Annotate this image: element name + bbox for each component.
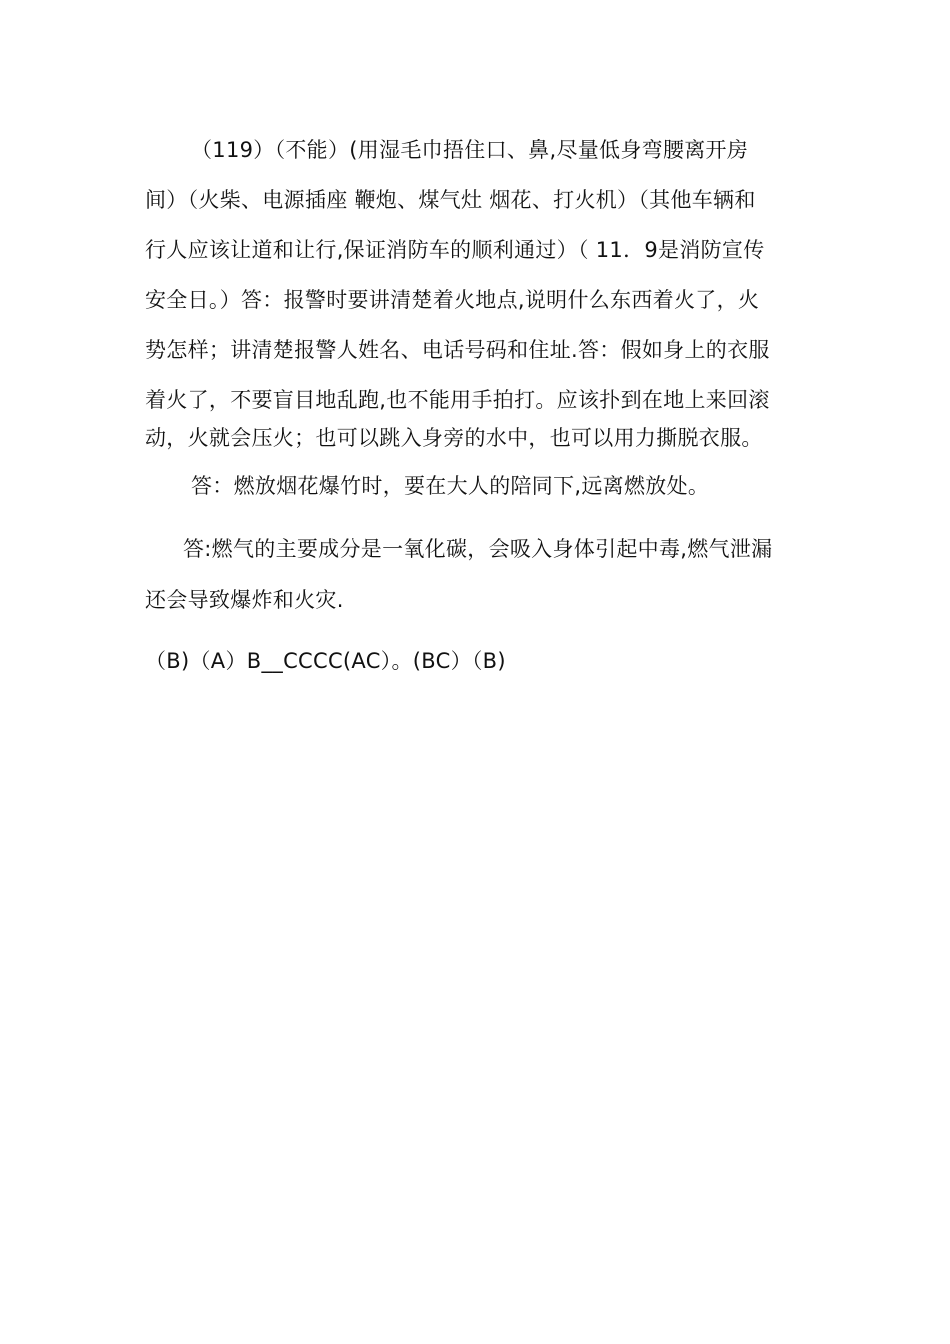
text-line: （119）（不能）(用湿毛巾捂住口、鼻,尽量低身弯腰离开房	[191, 138, 749, 162]
text-line: （B)（A）B__CCCC(AC）。(BC）（B)	[145, 649, 506, 673]
text-line: 间）（火柴、电源插座 鞭炮、煤气灶 烟花、打火机）（其他车辆和	[145, 188, 756, 212]
text-line: 安全日。）答：报警时要讲清楚着火地点,说明什么东西着火了，火	[145, 288, 760, 312]
text-line: 还会导致爆炸和火灾.	[145, 588, 344, 612]
text-line: 动，火就会压火；也可以跳入身旁的水中，也可以用力撕脱衣服。	[145, 426, 763, 450]
text-line: 答：燃放烟花爆竹时，要在大人的陪同下,远离燃放处。	[191, 474, 710, 498]
text-line: 答:燃气的主要成分是一氧化碳，会吸入身体引起中毒,燃气泄漏	[183, 537, 773, 561]
text-line: 行人应该让道和让行,保证消防车的顺利通过）（ 11．9是消防宣传	[145, 238, 765, 262]
text-line: 势怎样；讲清楚报警人姓名、电话号码和住址.答：假如身上的衣服	[145, 338, 770, 362]
text-line: 着火了，不要盲目地乱跑,也不能用手拍打。应该扑到在地上来回滚	[145, 388, 770, 412]
